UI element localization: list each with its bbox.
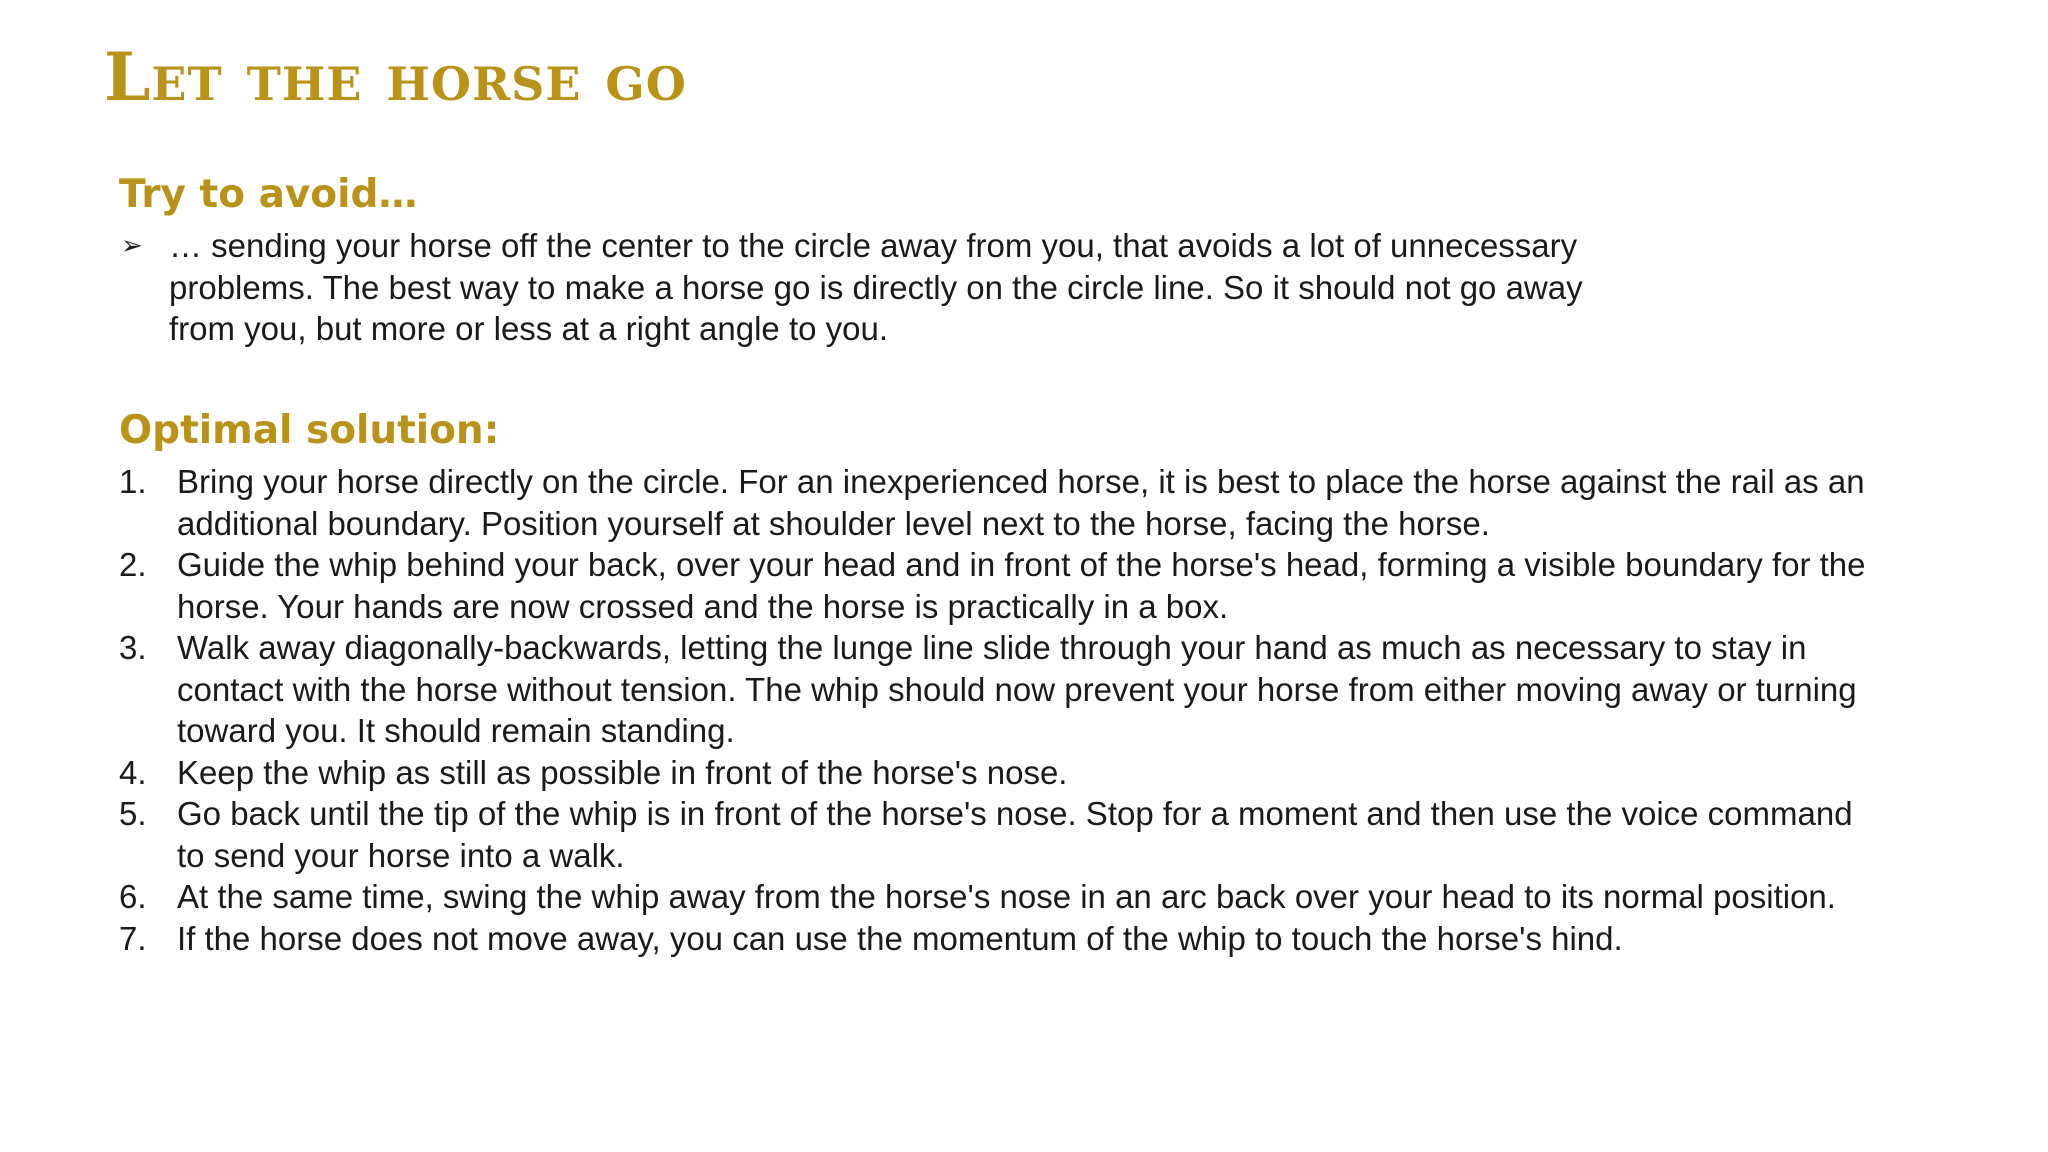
solution-heading: Optimal solution: — [119, 408, 500, 453]
step-number: 5. — [119, 795, 147, 832]
step-item — [119, 793, 1879, 876]
step-item — [119, 544, 1879, 627]
step-item — [119, 461, 1879, 544]
step-text: At the same time, swing the whip away from the horse's nose in an arc back over your head to its normal position. — [177, 878, 1836, 915]
step-item — [119, 918, 1879, 960]
step-text: Go back until the tip of the whip is in front of the horse's nose. Stop for a moment and then use the voice command to send your horse into a walk. — [177, 795, 1853, 874]
avoid-heading: Try to avoid… — [119, 172, 418, 217]
step-number: 6. — [119, 878, 147, 915]
step-text: Keep the whip as still as possible in front of the horse's nose. — [177, 753, 1068, 791]
step-text: If the horse does not move away, you can use the momentum of the whip to touch the horse's hind. — [177, 919, 1623, 957]
slide-title: Let the horse go — [104, 38, 687, 116]
step-number: 7. — [119, 919, 147, 957]
step-number: 3. — [119, 629, 147, 666]
step-text: Walk away diagonally-backwards, letting the lunge line slide through your hand as much as necessary to stay in contact with the horse without tension. The whip should now prevent your horse from either moving away or turning toward you. It should remain standing. — [177, 629, 1857, 749]
step-text: Bring your horse directly on the circle. For an inexperienced horse, it is best to place the horse against the rail as an additional boundary. Position yourself at shoulder level next to the horse, facing the horse. — [177, 463, 1865, 542]
avoid-bullet — [119, 225, 1619, 350]
arrow-bullet-icon: ➢ — [121, 230, 143, 260]
step-number: 4. — [119, 753, 147, 791]
avoid-text: … sending your horse off the center to the circle away from you, that avoids a lot of unnecessary problems. The best way to make a horse go is directly on the circle line. So it should not go away from you, but more or less at a right angle to you. — [169, 227, 1583, 347]
step-item — [119, 876, 1879, 918]
solution-steps-list — [119, 461, 1879, 959]
step-text: Guide the whip behind your back, over your head and in front of the horse's head, forming a visible boundary for the horse. Your hands are now crossed and the horse is practically in a box. — [177, 546, 1866, 625]
step-item — [119, 752, 1879, 794]
step-item — [119, 627, 1879, 752]
step-number: 2. — [119, 546, 147, 583]
step-number: 1. — [119, 463, 147, 500]
